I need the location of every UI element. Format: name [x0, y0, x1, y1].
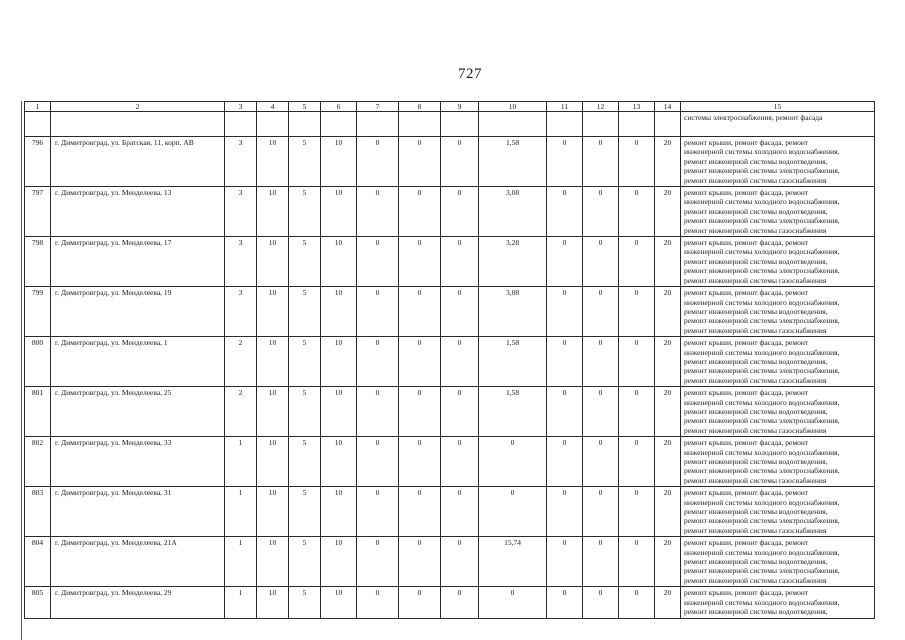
work-line: ремонт крыши, ремонт фасада, ремонт [684, 588, 809, 598]
value-cell-c11: 0 [547, 187, 583, 237]
address-cell: г. Димитровград, ул. Менделеева, 21А [51, 537, 225, 587]
work-line: ремонт инженерной системы электроснабжения, [684, 516, 840, 526]
work-line: ремонт крыши, ремонт фасада, ремонт [684, 338, 809, 348]
value-cell-c10: 0 [479, 487, 547, 537]
table-row [25, 587, 875, 618]
value-cell-c12: 0 [583, 487, 619, 537]
row-number: 803 [25, 487, 51, 537]
work-line: ремонт инженерной системы электроснабжения, [684, 466, 840, 476]
row-number: 800 [25, 337, 51, 387]
value-cell-c7: 0 [357, 237, 399, 287]
column-header: 8 [399, 102, 441, 112]
value-cell-c5: 5 [289, 187, 321, 237]
value-cell-c11: 0 [547, 237, 583, 287]
address-cell: г. Димитровград, ул. Менделеева, 1 [51, 337, 225, 387]
value-cell-c12: 0 [583, 187, 619, 237]
work-line: ремонт инженерной системы водоотведения, [684, 306, 828, 316]
table-row [25, 287, 875, 337]
works-cell [681, 437, 875, 487]
row-number: 798 [25, 237, 51, 287]
row-number: 799 [25, 287, 51, 337]
value-cell-c5: 5 [289, 387, 321, 437]
value-cell-c8: 0 [399, 137, 441, 187]
value-cell-c9: 0 [441, 437, 479, 487]
column-header: 12 [583, 102, 619, 112]
value-cell-c14: 20 [655, 537, 681, 587]
left-margin-rule [21, 101, 22, 640]
page-number: 727 [458, 66, 482, 82]
value-cell-c9: 0 [441, 287, 479, 337]
works-cell [681, 487, 875, 537]
work-line: инженерной системы холодного водоснабжения, [684, 197, 840, 207]
address-cell: г. Димитровград, ул. Менделеева, 31 [51, 487, 225, 537]
value-cell-c11: 0 [547, 437, 583, 487]
works-cell [681, 587, 875, 618]
work-line: инженерной системы холодного водоснабжения, [684, 147, 840, 157]
work-line: ремонт инженерной системы электроснабжения, [684, 216, 840, 226]
works-cell [681, 287, 875, 337]
value-cell-c10: 15,74 [479, 537, 547, 587]
work-line: ремонт инженерной системы газоснабжения [684, 475, 827, 485]
value-cell-c4: 10 [257, 387, 289, 437]
value-cell-c9: 0 [441, 337, 479, 387]
value-cell-c5: 5 [289, 437, 321, 487]
value-cell-c7: 0 [357, 287, 399, 337]
value-cell-c11: 0 [547, 337, 583, 387]
work-line: ремонт инженерной системы водоотведения, [684, 206, 828, 216]
address-cell: г. Димитровград, ул. Менделеева, 13 [51, 187, 225, 237]
value-cell-c11: 0 [547, 587, 583, 618]
row-number: 804 [25, 537, 51, 587]
value-cell-c3: 2 [225, 337, 257, 387]
works-cell [681, 187, 875, 237]
value-cell-c5: 5 [289, 237, 321, 287]
value-cell-c14: 20 [655, 487, 681, 537]
column-number-header-row [25, 102, 875, 112]
value-cell-c9: 0 [441, 487, 479, 537]
work-line: ремонт инженерной системы электроснабжения, [684, 266, 840, 276]
value-cell-c3: 3 [225, 187, 257, 237]
value-cell-c9: 0 [441, 187, 479, 237]
value-cell-c3: 1 [225, 587, 257, 618]
value-cell-c10: 3,08 [479, 187, 547, 237]
value-cell-c12: 0 [583, 137, 619, 187]
work-line: ремонт инженерной системы электроснабжения, [684, 316, 840, 326]
value-cell-c9: 0 [441, 587, 479, 618]
value-cell-c3: 3 [225, 287, 257, 337]
value-cell-c13: 0 [619, 537, 655, 587]
column-header: 15 [681, 102, 875, 112]
work-line: ремонт инженерной системы водоотведения, [684, 607, 828, 617]
table-row [25, 187, 875, 237]
value-cell-c8: 0 [399, 587, 441, 618]
works-cell [681, 537, 875, 587]
work-line: ремонт крыши, ремонт фасада, ремонт [684, 388, 809, 398]
value-cell-c3: 3 [225, 137, 257, 187]
value-cell-c6: 10 [321, 337, 357, 387]
value-cell-c9: 0 [441, 387, 479, 437]
value-cell-c8: 0 [399, 237, 441, 287]
work-line: ремонт инженерной системы газоснабжения [684, 575, 827, 585]
value-cell-c7: 0 [357, 337, 399, 387]
value-cell-c14: 20 [655, 137, 681, 187]
value-cell-c8: 0 [399, 287, 441, 337]
value-cell-c5: 5 [289, 287, 321, 337]
column-header: 2 [51, 102, 225, 112]
value-cell-c4: 10 [257, 487, 289, 537]
column-header: 6 [321, 102, 357, 112]
row-number: 805 [25, 587, 51, 618]
address-cell: г. Димитровград, ул. Менделеева, 29 [51, 587, 225, 618]
work-line: ремонт крыши, ремонт фасада, ремонт [684, 238, 809, 248]
value-cell-c13: 0 [619, 437, 655, 487]
work-line: ремонт крыши, ремонт фасада, ремонт [684, 188, 809, 198]
value-cell-c11: 0 [547, 387, 583, 437]
work-line: ремонт крыши, ремонт фасада, ремонт [684, 438, 809, 448]
work-line: инженерной системы холодного водоснабжения, [684, 347, 840, 357]
value-cell-c5: 5 [289, 487, 321, 537]
row-number: 802 [25, 437, 51, 487]
table-body [25, 112, 875, 619]
value-cell-c6: 10 [321, 237, 357, 287]
work-line: ремонт инженерной системы газоснабжения [684, 375, 827, 385]
row-number: 801 [25, 387, 51, 437]
value-cell-c14: 20 [655, 187, 681, 237]
value-cell-c13: 0 [619, 487, 655, 537]
value-cell-c14: 20 [655, 587, 681, 618]
table-row [25, 437, 875, 487]
value-cell-c13: 0 [619, 237, 655, 287]
value-cell-c11: 0 [547, 537, 583, 587]
continuation-row [25, 112, 875, 137]
work-line: ремонт инженерной системы водоотведения, [684, 156, 828, 166]
work-line: ремонт крыши, ремонт фасада, ремонт [684, 288, 809, 298]
value-cell-c9: 0 [441, 537, 479, 587]
table-row [25, 387, 875, 437]
column-header: 7 [357, 102, 399, 112]
value-cell-c14: 20 [655, 287, 681, 337]
value-cell-c12: 0 [583, 537, 619, 587]
work-line: ремонт инженерной системы водоотведения, [684, 557, 828, 567]
work-line: ремонт инженерной системы водоотведения, [684, 457, 828, 466]
value-cell-c10: 3,08 [479, 287, 547, 337]
value-cell-c13: 0 [619, 387, 655, 437]
work-line: системы электроснабжения, ремонт фасада [684, 113, 823, 122]
value-cell-c3: 2 [225, 387, 257, 437]
value-cell-c4: 10 [257, 337, 289, 387]
works-cell [681, 137, 875, 187]
value-cell-c10: 0 [479, 587, 547, 618]
work-line: инженерной системы холодного водоснабжения, [684, 497, 840, 507]
value-cell-c5: 5 [289, 137, 321, 187]
value-cell-c8: 0 [399, 187, 441, 237]
value-cell-c9: 0 [441, 237, 479, 287]
row-number: 796 [25, 137, 51, 187]
value-cell-c9: 0 [441, 137, 479, 187]
value-cell-c13: 0 [619, 287, 655, 337]
value-cell-c10: 0 [479, 437, 547, 487]
value-cell-c6: 10 [321, 587, 357, 618]
value-cell-c4: 10 [257, 237, 289, 287]
column-header: 14 [655, 102, 681, 112]
value-cell-c6: 10 [321, 287, 357, 337]
table-row [25, 537, 875, 587]
value-cell-c13: 0 [619, 587, 655, 618]
address-cell: г. Димитровград, ул. Менделеева, 25 [51, 387, 225, 437]
value-cell-c6: 10 [321, 537, 357, 587]
value-cell-c3: 1 [225, 437, 257, 487]
value-cell-c6: 10 [321, 187, 357, 237]
value-cell-c5: 5 [289, 587, 321, 618]
works-cell [681, 112, 875, 137]
value-cell-c14: 20 [655, 337, 681, 387]
work-line: инженерной системы холодного водоснабжения, [684, 397, 840, 407]
value-cell-c7: 0 [357, 437, 399, 487]
work-line: ремонт инженерной системы электроснабжения, [684, 566, 840, 576]
value-cell-c7: 0 [357, 587, 399, 618]
work-line: ремонт инженерной системы водоотведения, [684, 256, 828, 266]
work-line: ремонт инженерной системы водоотведения, [684, 406, 828, 416]
work-line: ремонт крыши, ремонт фасада, ремонт [684, 138, 809, 147]
work-line: ремонт инженерной системы газоснабжения [684, 325, 827, 335]
address-cell: г. Димитровград, ул. Братская, 11, корп. АВ [51, 137, 225, 187]
value-cell-c10: 3,28 [479, 237, 547, 287]
work-line: ремонт инженерной системы водоотведения, [684, 507, 828, 517]
value-cell-c4: 10 [257, 587, 289, 618]
work-line: ремонт инженерной системы газоснабжения [684, 525, 827, 535]
value-cell-c7: 0 [357, 137, 399, 187]
value-cell-c4: 10 [257, 137, 289, 187]
value-cell-c5: 5 [289, 537, 321, 587]
value-cell-c11: 0 [547, 137, 583, 187]
value-cell-c4: 10 [257, 437, 289, 487]
column-header: 11 [547, 102, 583, 112]
work-line: ремонт инженерной системы газоснабжения [684, 275, 827, 285]
value-cell-c7: 0 [357, 487, 399, 537]
address-cell: г. Димитровград, ул. Менделеева, 33 [51, 437, 225, 487]
column-header: 5 [289, 102, 321, 112]
work-line: ремонт инженерной системы газоснабжения [684, 175, 827, 185]
work-line: ремонт инженерной системы электроснабжения, [684, 366, 840, 376]
address-cell: г. Димитровград, ул. Менделеева, 19 [51, 287, 225, 337]
column-header: 1 [25, 102, 51, 112]
works-cell [681, 387, 875, 437]
table-row [25, 237, 875, 287]
repair-program-table [24, 101, 875, 619]
value-cell-c8: 0 [399, 387, 441, 437]
work-line: ремонт инженерной системы электроснабжения, [684, 166, 840, 176]
value-cell-c14: 20 [655, 237, 681, 287]
value-cell-c3: 1 [225, 537, 257, 587]
value-cell-c10: 1,58 [479, 337, 547, 387]
value-cell-c8: 0 [399, 537, 441, 587]
work-line: инженерной системы холодного водоснабжения, [684, 297, 840, 307]
value-cell-c7: 0 [357, 387, 399, 437]
works-cell [681, 237, 875, 287]
row-number: 797 [25, 187, 51, 237]
value-cell-c13: 0 [619, 337, 655, 387]
value-cell-c13: 0 [619, 187, 655, 237]
value-cell-c8: 0 [399, 487, 441, 537]
value-cell-c3: 1 [225, 487, 257, 537]
value-cell-c6: 10 [321, 487, 357, 537]
table-row [25, 137, 875, 187]
column-header: 10 [479, 102, 547, 112]
work-line: ремонт инженерной системы электроснабжения, [684, 416, 840, 426]
value-cell-c13: 0 [619, 137, 655, 187]
value-cell-c6: 10 [321, 437, 357, 487]
value-cell-c10: 1,58 [479, 387, 547, 437]
value-cell-c14: 20 [655, 387, 681, 437]
work-line: инженерной системы холодного водоснабжения, [684, 547, 840, 557]
work-line: ремонт инженерной системы газоснабжения [684, 425, 827, 435]
value-cell-c7: 0 [357, 187, 399, 237]
value-cell-c8: 0 [399, 437, 441, 487]
value-cell-c3: 3 [225, 237, 257, 287]
address-cell: г. Димитровград, ул. Менделеева, 17 [51, 237, 225, 287]
value-cell-c6: 10 [321, 137, 357, 187]
column-header: 13 [619, 102, 655, 112]
work-line: инженерной системы холодного водоснабжения, [684, 247, 840, 257]
value-cell-c12: 0 [583, 237, 619, 287]
value-cell-c12: 0 [583, 437, 619, 487]
value-cell-c4: 10 [257, 187, 289, 237]
table-row [25, 487, 875, 537]
value-cell-c10: 1,58 [479, 137, 547, 187]
column-header: 9 [441, 102, 479, 112]
table-row [25, 337, 875, 387]
work-line: ремонт инженерной системы газоснабжения [684, 225, 827, 235]
value-cell-c11: 0 [547, 287, 583, 337]
value-cell-c4: 10 [257, 287, 289, 337]
value-cell-c12: 0 [583, 587, 619, 618]
work-line: ремонт крыши, ремонт фасада, ремонт [684, 488, 809, 498]
value-cell-c12: 0 [583, 287, 619, 337]
value-cell-c11: 0 [547, 487, 583, 537]
work-line: инженерной системы холодного водоснабжения, [684, 597, 840, 607]
value-cell-c7: 0 [357, 537, 399, 587]
value-cell-c14: 20 [655, 437, 681, 487]
work-line: инженерной системы холодного водоснабжения, [684, 447, 840, 457]
value-cell-c8: 0 [399, 337, 441, 387]
value-cell-c4: 10 [257, 537, 289, 587]
work-line: ремонт крыши, ремонт фасада, ремонт [684, 538, 809, 548]
value-cell-c12: 0 [583, 337, 619, 387]
value-cell-c12: 0 [583, 387, 619, 437]
value-cell-c6: 10 [321, 387, 357, 437]
column-header: 3 [225, 102, 257, 112]
value-cell-c5: 5 [289, 337, 321, 387]
works-cell [681, 337, 875, 387]
work-line: ремонт инженерной системы водоотведения, [684, 356, 828, 366]
column-header: 4 [257, 102, 289, 112]
